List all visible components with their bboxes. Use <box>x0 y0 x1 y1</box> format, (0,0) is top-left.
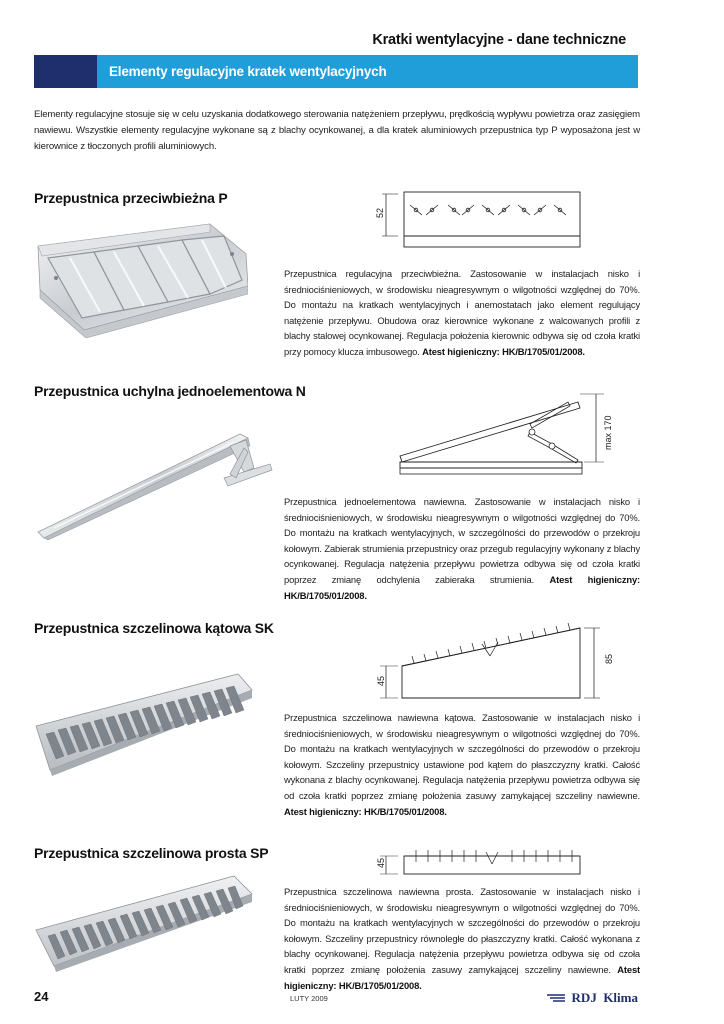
section-title-n: Przepustnica uchylna jednoelementowa N <box>34 383 306 399</box>
page-number: 24 <box>34 989 49 1004</box>
atest-text: Atest higieniczny: HK/B/1705/01/2008. <box>284 963 640 991</box>
photo-p-damper <box>34 218 248 338</box>
atest-text: Atest higieniczny: HK/B/1705/01/2008. <box>284 573 640 601</box>
logo-stripes-icon <box>545 993 567 1003</box>
desc-text: Przepustnica szczelinowa nawiewna kątowa. Zastosowanie w instalacjach nisko i średniociśnieniowych, w środowisku nieagresywnym o wilgotności względnej do 70%. Do montażu na kratkach wentylacyjnych w szczególności do przewodów o przekroju kołowym. Szczeliny przepustnicy ustawione pod kątem do płaszczyzny kratki. Całość wykonana z blachy ocynkowanej. Regulacja natężenia przepływu powietrza odbywa się od czoła kratki poprzez zmianę położenia zasuwy zamykającej szczeliny nawiewne. <box>284 712 640 801</box>
photo-sk-damper <box>34 664 254 776</box>
desc-text: Przepustnica jednoelementowa nawiewna. Zastosowanie w instalacjach nisko i średniociśnieniowych, w środowisku nieagresywnym o wilgotności względnej do 70%. Do montażu na kratkach wentylacyjnych, w szczególności do przewodów o przekroju kołowym. Zabierak strumienia przepustnicy oraz przegub regulacyjny wykonany z blachy ocynkowanej. Regulacja natężenia przepływu powietrza odbywa się od czoła kratki poprzez zmianę odchylenia zabieraka strumienia. <box>284 496 640 585</box>
photo-n-damper <box>34 428 276 540</box>
company-logo <box>545 990 638 1006</box>
dim-label-max170: max 170 <box>603 415 613 450</box>
dim-label-45: 45 <box>376 675 386 686</box>
section-desc-p <box>284 266 640 360</box>
section-banner <box>34 55 638 88</box>
desc-text: Przepustnica szczelinowa nawiewna prosta. Zastosowanie w instalacjach nisko i średniociśnieniowych, w środowisku nieagresywnym o wilgotności względnej do 70%. Do montażu na kratkach wentylacyjnych w szczególności do przewodów o przekroju kołowym. Szczeliny przepustnicy równoległe do płaszczyzny kratki. Całość wykonana z blachy ocynkowanej. Regulacja natężenia przepływu powietrza odbywa się od czoła kratki poprzez zmianę położenia zasuwy zamykającej szczeliny nawiewne. <box>284 886 640 975</box>
section-desc-n <box>284 494 640 603</box>
drawing-p <box>368 188 598 254</box>
section-title-sk: Przepustnica szczelinowa kątowa SK <box>34 620 274 636</box>
drawing-n <box>390 388 624 484</box>
drawing-sp <box>368 842 598 882</box>
section-desc-sp <box>284 884 640 993</box>
atest-text: Atest higieniczny: HK/B/1705/01/2008. <box>284 805 447 817</box>
dim-label-45-sp: 45 <box>376 857 386 868</box>
logo-text: RDJ Klima <box>571 990 638 1005</box>
footer-date: LUTY 2009 <box>290 994 328 1003</box>
section-title-p: Przepustnica przeciwbieżna P <box>34 190 228 206</box>
banner-accent-block <box>34 55 97 88</box>
desc-text: Przepustnica regulacyjna przeciwbieżna. Zastosowanie w instalacjach nisko i średniociśnieniowych, w środowisku nieagresywnym o wilgotności względnej do 70%. Do montażu na kratkach wentylacyjnych i anemostatach jako element regulujący natężenie przepływu. Obudowa oraz kierownice wykonane z walcowanych profili z blachy stalowej ocynkowanej. Regulacja położenia kierownic odbywa się od czoła kratki przy pomocy klucza imbusowego. <box>284 268 640 357</box>
photo-sp-damper <box>34 872 254 972</box>
section-desc-sk <box>284 710 640 819</box>
dim-label-52: 52 <box>375 207 385 218</box>
banner-title: Elementy regulacyjne kratek wentylacyjnych <box>109 64 387 79</box>
dim-label-85: 85 <box>604 653 614 664</box>
page-header-title: Kratki wentylacyjne - dane techniczne <box>372 32 626 48</box>
drawing-sk <box>368 616 616 708</box>
intro-paragraph: Elementy regulacyjne stosuje się w celu uzyskania dodatkowego sterowania natężeniem przepływu, prędkością wypływu powietrza oraz zasięgiem nawiewu. Wszystkie elementy regulacyjne wykonane są z blachy ocynkowanej, a dla kratek aluminiowych przepustnica typ P wyposażona jest w kierownice z tłoczonych profili aluminiowych. <box>34 109 640 152</box>
section-title-sp: Przepustnica szczelinowa prosta SP <box>34 845 269 861</box>
atest-text: Atest higieniczny: HK/B/1705/01/2008. <box>422 345 585 357</box>
